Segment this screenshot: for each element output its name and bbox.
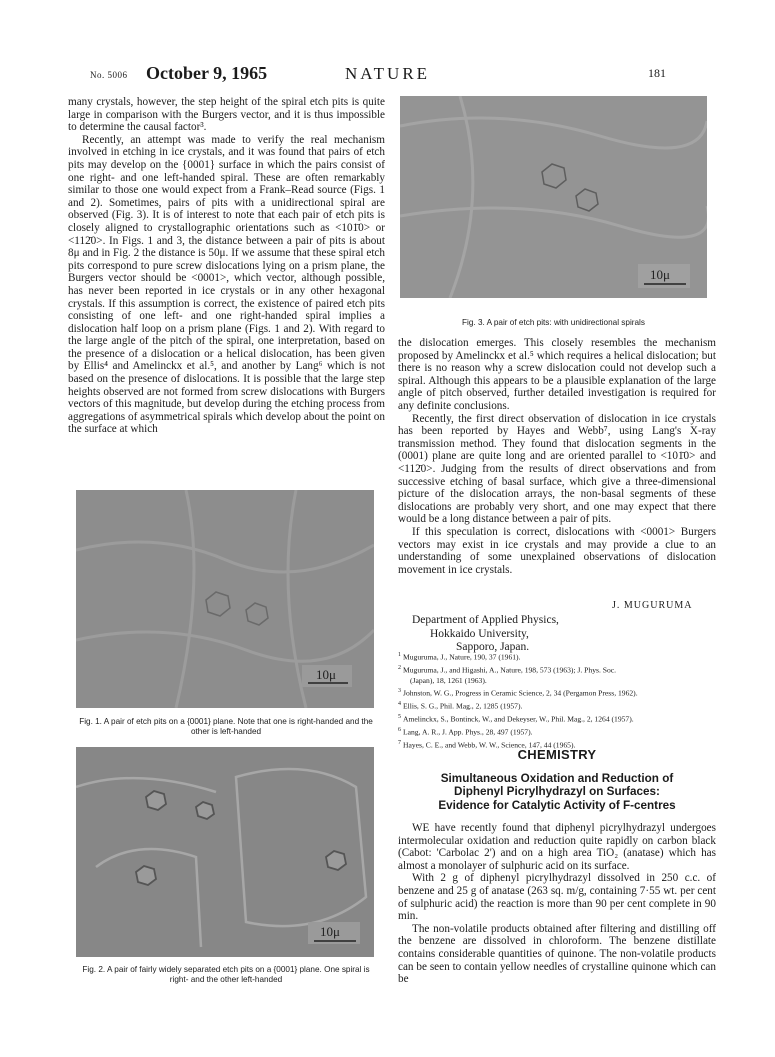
- title-line: Simultaneous Oxidation and Reduction of: [440, 772, 674, 785]
- title-line: Diphenyl Picrylhydrazyl on Surfaces:: [454, 785, 660, 799]
- paragraph: The non-volatile products obtained after filtering and distilling off the benzene are dissolved in chloroform. The benzene distillate contains considerable quantities of quinone. The non-volatile products can be seen to contain yellow needles of crystalline quinone which can be: [398, 922, 716, 986]
- issue-number: No. 5006: [90, 70, 128, 80]
- scale-bar-label: 10μ: [650, 267, 670, 282]
- address-line: Sapporo, Japan.: [456, 641, 530, 653]
- article-title: [398, 772, 716, 812]
- figure-3-caption: Fig. 3. A pair of etch pits: with unidirectional spirals: [462, 318, 645, 327]
- scale-bar-label: 10μ: [320, 924, 340, 939]
- paragraph: many crystals, however, the step height of the spiral etch pits is quite large in comparison with the Burgers vector, and it is thus impossible to determine the causal factor³.: [68, 96, 385, 134]
- page-number: 181: [648, 66, 666, 80]
- reference-item: $^5$ Amelinckx, S., Bontinck, W., and Dekeyser, W., Phil. Mag., 2, 1264 (1957).: [398, 714, 634, 724]
- title-line: Evidence for Catalytic Activity of F-centres: [438, 798, 676, 812]
- reference-item: $^1$ Muguruma, J., Nature, 190, 37 (1961).: [398, 652, 521, 662]
- figure-1-caption: Fig. 1. A pair of etch pits on a {0001} plane. Note that one is right-handed and the other is left-handed: [79, 717, 373, 736]
- running-header: [0, 62, 775, 86]
- figure-2-micrograph: [76, 747, 374, 957]
- reference-item: $^4$ Ellis, S. G., Phil. Mag., 2, 1285 (1957).: [398, 701, 523, 711]
- reference-item: $^3$ Johnston, W. G., Progress in Ceramic Science, 2, 34 (Pergamon Press, 1962).: [398, 688, 638, 698]
- address-line: Hokkaido University,: [430, 627, 529, 640]
- left-column-text: [68, 96, 385, 436]
- reference-item: $^7$ Hayes, C. E., and Webb, W. W., Science, 147, 44 (1965).: [398, 740, 576, 750]
- journal-name: NATURE: [345, 64, 431, 83]
- figure-3-micrograph: [400, 96, 707, 298]
- reference-item: $^6$ Lang, A. R., J. App. Phys., 28, 497 (1957).: [398, 727, 533, 737]
- paragraph: With 2 g of diphenyl picrylhydrazyl dissolved in 250 c.c. of benzene and 25 g of anatase (263 sq. m/g, containing 7·55 wt. per cent of sulphuric acid) the reaction is more than 90 per cent complete in 90 min.: [398, 872, 716, 923]
- figure-2-caption: Fig. 2. A pair of fairly widely separated etch pits on a {0001} plane. One spiral is right- and the other left-handed: [82, 965, 370, 984]
- paragraph: the dislocation emerges. This closely resembles the mechanism proposed by Amelinckx et al.⁵ which requires a helical dislocation; but there is no reason why a screw dislocation could not develop such a spiral. Although this appears to be a plausible explanation of the large angle of pitch observed, further detailed investigation is required for any definite conclusions.: [398, 337, 716, 412]
- author-address: [412, 614, 559, 655]
- paragraph: If this speculation is correct, dislocations with <0001> Burgers vectors may exist in ice crystals and may provide a clue to an understanding of some unexplained observations of dislocation movement in ice crystals.: [398, 525, 716, 576]
- reference-item: $^2$ Muguruma, J., and Higashi, A., Nature, 198, 573 (1963); J. Phys. Soc.: [398, 664, 617, 675]
- paragraph: Recently, the first direct observation of dislocation in ice crystals has been reported by Hayes and Webb⁷, using Lang's X-ray transmission method. They found that dislocation segments in the (0001) plane are quite long and are oriented parallel to <101̄0> and <112̄0>. Judging from the results of direct observations and from successive etching of basal surface, which give a three-dimensional picture of the dislocation arrays, the non-basal segments of these dislocations are probably very short, and one may expect that there would be a long distance between a pair of pits.: [398, 412, 716, 526]
- author-signature: J. MUGURUMA: [612, 600, 693, 611]
- chemistry-article-text: [398, 822, 716, 986]
- issue-date: October 9, 1965: [146, 63, 268, 83]
- right-column-text: [398, 337, 716, 576]
- address-line: Department of Applied Physics,: [412, 614, 559, 626]
- paragraph: Recently, an attempt was made to verify the real mechanism involved in etching in ice crystals, and it was found that pairs of etch pits may develop on the {0001} surface in which the pairs consist of one right- and one left-handed spiral. These are often remarkably similar to those one would expect from a Frank–Read source (Figs. 1 and 2). Sometimes, pairs of pits with a unidirectional spiral are observed (Fig. 3). It is of interest to note that each pair of etch pits is closely aligned to crystallographic orientations such as <101̄0> or <112̄0>. In Figs. 1 and 3, the distance between a pair of pits is about 8μ and in Fig. 2 the distance is 50μ. If we assume that these spiral etch pits correspond to pure screw dislocations lying on a prism plane, the Burgers vector should be <0001>, which vector, although possible, has never been reported in ice crystals or in any other hexagonal crystals. If this assumption is correct, the existence of paired etch pits consisting of one left- and one right-handed spiral implies a dislocation half loop on a prism plane (Figs. 1 and 2). With regard to the large angle of the pitch of the spiral, one interpretation, based on the presence of a dislocation or a helical dislocation, has been given by Ellis⁴ and Amelinckx et al.⁵, and another by Lang⁶ which is not based on the presence of dislocations. It is possible that the large step heights observed are not formed from screw dislocations with Burgers vectors of this magnitude, but develop during the etching process from aggregations of asymmetrical spirals which develop about the point on the surface at which: [68, 133, 385, 436]
- paragraph: WE have recently found that diphenyl picrylhydrazyl undergoes intermolecular oxidation and reduction quite rapidly on carbon black (Cabot: 'Carbolac 2') and on a high area TiO₂ (anatase) which has almost a monolayer of sulphuric acid on its surface.: [398, 822, 716, 872]
- reference-list: [398, 650, 716, 751]
- section-heading: CHEMISTRY: [517, 747, 597, 762]
- scale-bar-label: 10μ: [316, 667, 336, 682]
- figure-1-micrograph: [76, 490, 374, 708]
- reference-item: (Japan), 18, 1261 (1963).: [410, 675, 487, 685]
